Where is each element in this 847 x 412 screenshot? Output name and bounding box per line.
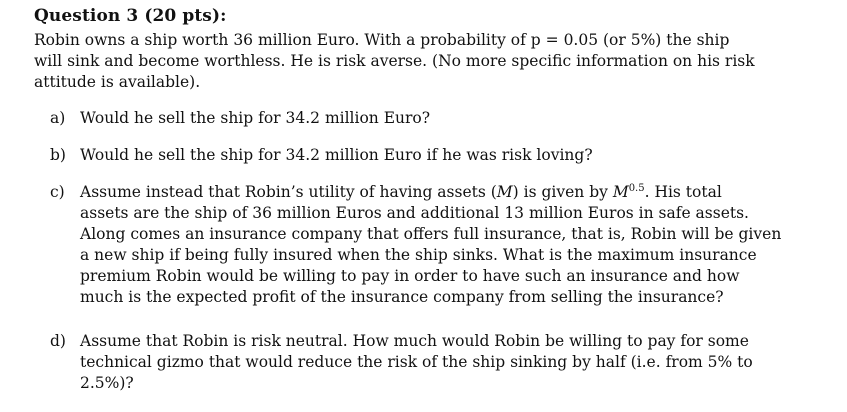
intro-line: will sink and become worthless. He is risk averse. (No more specific information on his risk xyxy=(34,52,755,70)
part-line: assets are the ship of 36 million Euros and additional 13 million Euros in safe assets. xyxy=(80,204,749,222)
question-intro xyxy=(34,30,814,93)
part-line: Would he sell the ship for 34.2 million Euro if he was risk loving? xyxy=(80,146,593,164)
part-body xyxy=(80,145,800,166)
intro-line: Robin owns a ship worth 36 million Euro. With a probability of p = 0.05 (or 5%) the ship xyxy=(34,31,730,49)
part-line-first xyxy=(80,182,800,203)
math-variable: M xyxy=(496,183,513,201)
part-label: a) xyxy=(50,109,66,127)
part-body xyxy=(80,331,800,394)
math-exponent: 0.5 xyxy=(628,183,645,194)
text-run: . His total xyxy=(644,183,722,201)
math-base: M xyxy=(612,183,629,201)
question-heading: Question 3 (20 pts): xyxy=(34,6,227,26)
part-line: much is the expected profit of the insurance company from selling the insurance? xyxy=(80,288,724,306)
part-body xyxy=(80,108,800,129)
part-line: technical gizmo that would reduce the risk of the ship sinking by half (i.e. from 5% to xyxy=(80,353,753,371)
part-body xyxy=(80,182,800,308)
part-line: Along comes an insurance company that offers full insurance, that is, Robin will be given xyxy=(80,225,782,243)
part-label: b) xyxy=(50,146,66,164)
intro-line: attitude is available). xyxy=(34,73,201,91)
part-line: Would he sell the ship for 34.2 million Euro? xyxy=(80,109,431,127)
part-line: Assume that Robin is risk neutral. How much would Robin be willing to pay for some xyxy=(80,332,749,350)
part-line: 2.5%)? xyxy=(80,374,134,392)
text-run: ) is given by xyxy=(512,183,613,201)
part-line: a new ship if being fully insured when the ship sinks. What is the maximum insurance xyxy=(80,246,757,264)
part-label: d) xyxy=(50,332,66,350)
part-line: premium Robin would be willing to pay in order to have such an insurance and how xyxy=(80,267,740,285)
text-run: Assume instead that Robin’s utility of having assets ( xyxy=(80,183,497,201)
part-label: c) xyxy=(50,183,65,201)
